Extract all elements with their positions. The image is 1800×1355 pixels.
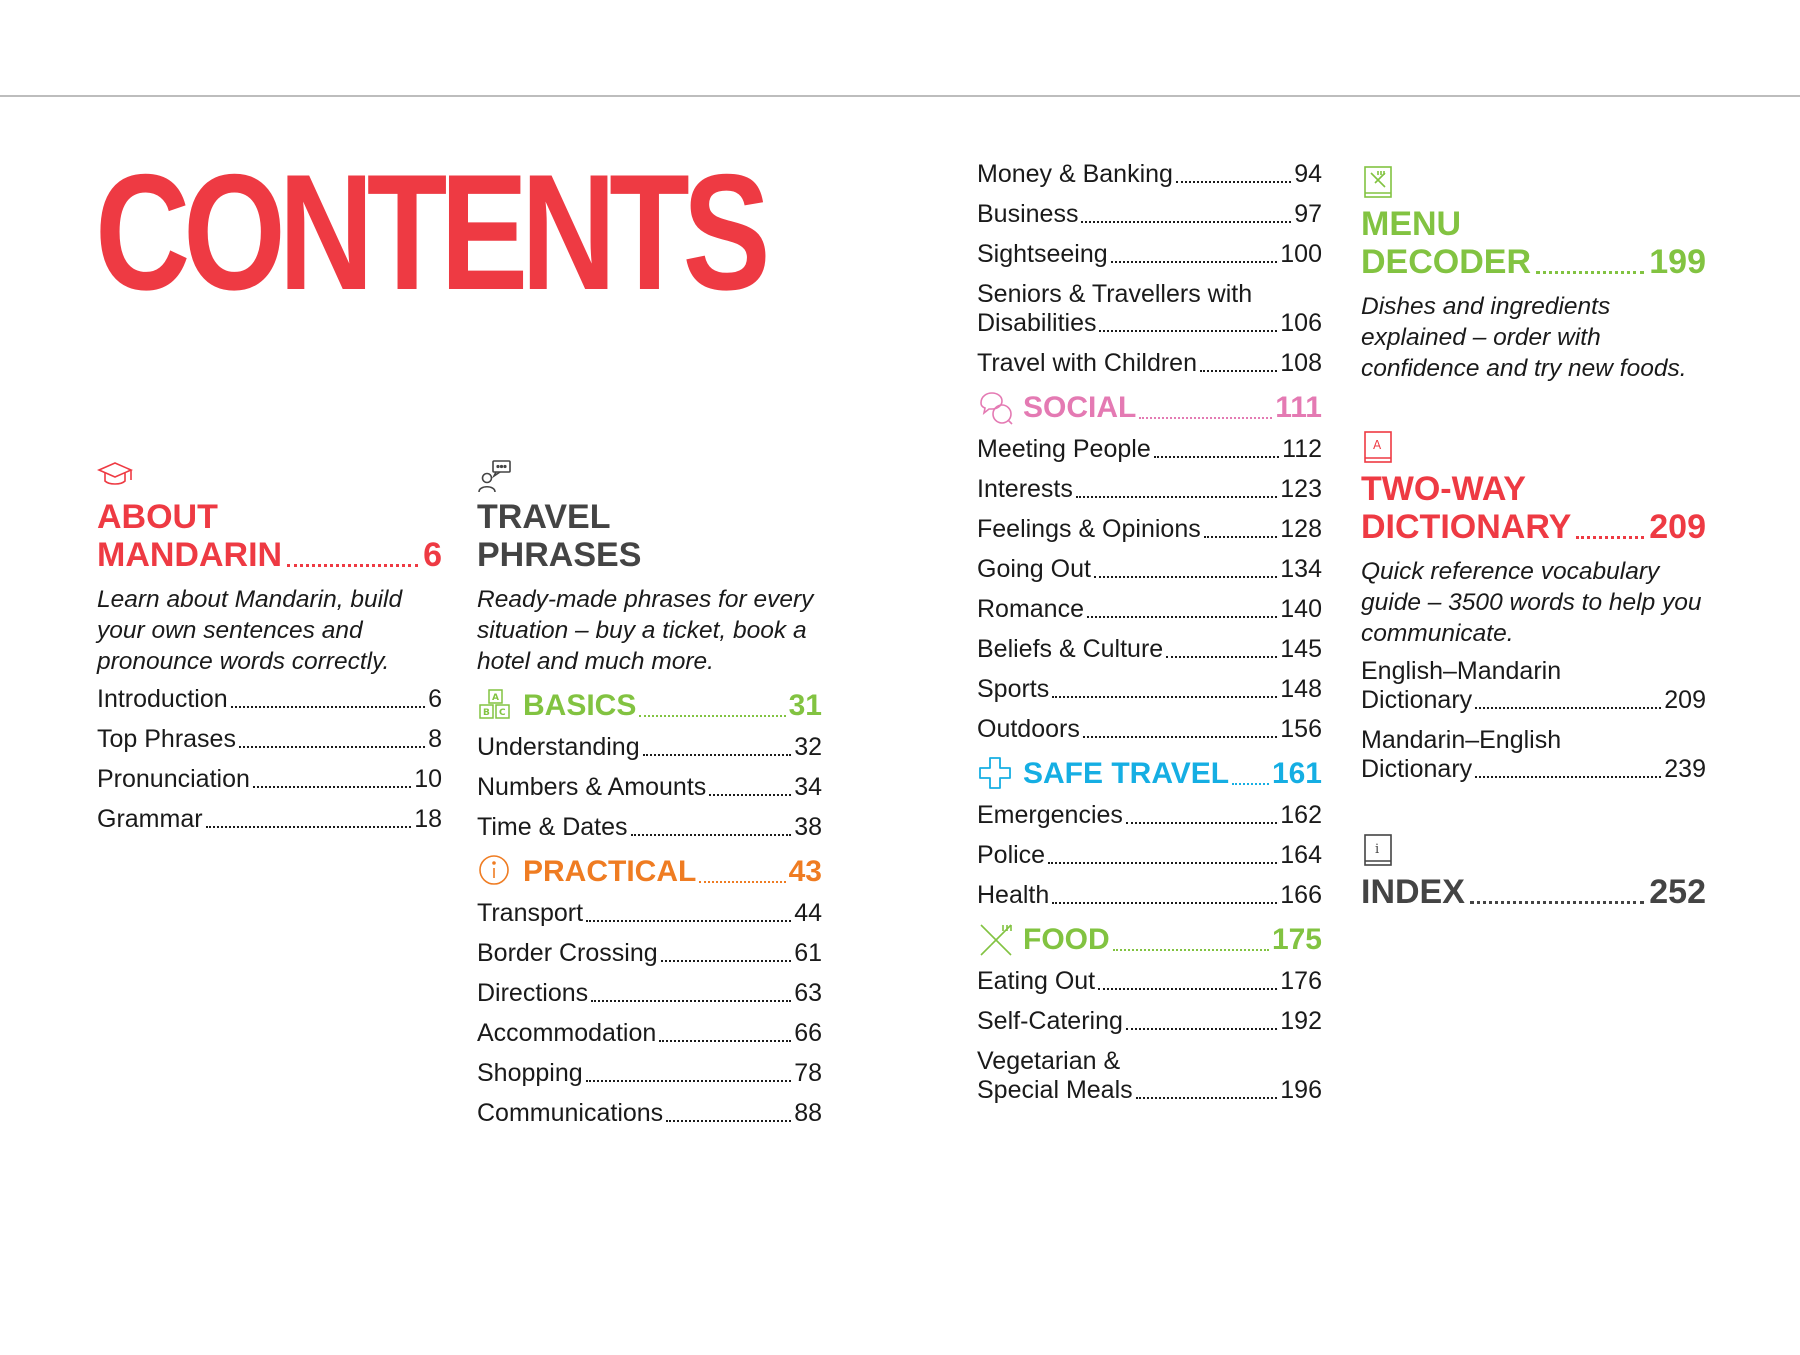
entry-page: 44 bbox=[794, 899, 822, 927]
toc-entry[interactable] bbox=[977, 515, 1322, 544]
about-page-number: 6 bbox=[423, 536, 442, 574]
basics-heading[interactable] bbox=[477, 687, 822, 725]
entry-page: 10 bbox=[414, 765, 442, 793]
leader-dots bbox=[1232, 783, 1269, 785]
entry-page: 145 bbox=[1280, 635, 1322, 663]
leader-dots bbox=[1200, 370, 1277, 372]
travel-description: Ready-made phrases for every situation – buy a ticket, book a hotel and much more. bbox=[477, 586, 814, 675]
toc-entry[interactable] bbox=[977, 1047, 1322, 1105]
leader-dots bbox=[1176, 181, 1291, 183]
entry-page: 162 bbox=[1280, 801, 1322, 829]
toc-entry[interactable] bbox=[477, 733, 822, 762]
entry-page: 166 bbox=[1280, 881, 1322, 909]
leader-dots bbox=[643, 754, 792, 756]
entry-page: 66 bbox=[794, 1019, 822, 1047]
leader-dots bbox=[1126, 1028, 1277, 1030]
index-page-number: 252 bbox=[1649, 873, 1706, 911]
toc-entry[interactable] bbox=[477, 1019, 822, 1048]
entry-label: Understanding bbox=[477, 733, 640, 761]
entry-label: Police bbox=[977, 841, 1046, 869]
entry-label: Shopping bbox=[477, 1059, 583, 1087]
food-label: FOOD bbox=[1023, 923, 1110, 956]
menu-heading-line2: DECODER bbox=[1361, 243, 1532, 281]
entry-label: Feelings & Opinions bbox=[977, 515, 1201, 543]
entry-label: Disabilities bbox=[977, 309, 1097, 337]
leader-dots bbox=[253, 786, 411, 788]
leader-dots bbox=[231, 706, 425, 708]
entry-page: 176 bbox=[1280, 967, 1322, 995]
toc-entry[interactable] bbox=[97, 765, 442, 794]
entry-page: 100 bbox=[1280, 240, 1322, 268]
entry-label: Accommodation bbox=[477, 1019, 657, 1047]
leader-dots bbox=[661, 960, 792, 962]
leader-dots bbox=[1099, 330, 1277, 332]
leader-dots bbox=[631, 834, 792, 836]
toc-entry[interactable] bbox=[977, 160, 1322, 189]
entry-page: 63 bbox=[794, 979, 822, 1007]
leader-dots bbox=[239, 746, 425, 748]
entry-page: 34 bbox=[794, 773, 822, 801]
leader-dots bbox=[1139, 417, 1272, 419]
basics-entries bbox=[477, 733, 822, 842]
entry-page: 123 bbox=[1280, 475, 1322, 503]
travel-heading-line2: PHRASES bbox=[477, 536, 642, 574]
graduation-cap-icon bbox=[97, 458, 133, 494]
menu-description: Dishes and ingredients explained – order with confidence and try new foods. bbox=[1361, 293, 1687, 382]
leader-dots bbox=[1470, 901, 1644, 904]
toc-entry[interactable] bbox=[477, 813, 822, 842]
basics-page: 31 bbox=[788, 689, 822, 722]
toc-entry[interactable] bbox=[977, 801, 1322, 830]
leader-dots bbox=[659, 1040, 791, 1042]
leader-dots bbox=[1136, 1097, 1278, 1099]
toc-entry[interactable] bbox=[977, 240, 1322, 269]
entry-label: Border Crossing bbox=[477, 939, 658, 967]
leader-dots bbox=[1083, 736, 1277, 738]
toc-entry[interactable] bbox=[977, 635, 1322, 664]
about-entries bbox=[97, 685, 442, 834]
safe-travel-heading[interactable] bbox=[977, 755, 1322, 793]
entry-page: 88 bbox=[794, 1099, 822, 1127]
entry-label: Dictionary bbox=[1361, 686, 1473, 714]
menu-decoder-heading[interactable] bbox=[1361, 205, 1706, 281]
entry-page: 196 bbox=[1280, 1076, 1322, 1104]
entry-label: Directions bbox=[477, 979, 589, 1007]
svg-text:C: C bbox=[499, 708, 506, 718]
svg-text:B: B bbox=[483, 708, 490, 718]
menu-book-icon bbox=[1361, 165, 1397, 201]
toc-entry[interactable] bbox=[977, 349, 1322, 378]
entry-label: Business bbox=[977, 200, 1079, 228]
toc-entry[interactable] bbox=[977, 595, 1322, 624]
entry-label: Sports bbox=[977, 675, 1050, 703]
leader-dots bbox=[1576, 536, 1644, 539]
entry-page: 32 bbox=[794, 733, 822, 761]
entry-page: 140 bbox=[1280, 595, 1322, 623]
leader-dots bbox=[206, 826, 412, 828]
leader-dots bbox=[1536, 271, 1644, 274]
toc-entry[interactable] bbox=[977, 675, 1322, 704]
leader-dots bbox=[1076, 496, 1277, 498]
practical-entries bbox=[477, 899, 822, 1128]
medical-cross-icon bbox=[977, 755, 1015, 793]
leader-dots bbox=[1087, 616, 1277, 618]
entry-label: Transport bbox=[477, 899, 584, 927]
entry-label: Interests bbox=[977, 475, 1073, 503]
menu-page-number: 199 bbox=[1649, 243, 1706, 281]
about-heading-line1: ABOUT bbox=[97, 498, 218, 536]
leader-dots bbox=[591, 1000, 791, 1002]
toc-entry[interactable] bbox=[977, 200, 1322, 229]
entry-label: Special Meals bbox=[977, 1076, 1133, 1104]
toc-entry[interactable] bbox=[977, 715, 1322, 744]
leader-dots bbox=[1111, 261, 1278, 263]
svg-text:A: A bbox=[492, 693, 499, 703]
travel-phrases-section bbox=[477, 458, 822, 1139]
entry-page: 128 bbox=[1280, 515, 1322, 543]
entry-page: 18 bbox=[414, 805, 442, 833]
toc-entry[interactable] bbox=[977, 881, 1322, 910]
travel-heading[interactable] bbox=[477, 498, 822, 574]
entry-page: 61 bbox=[794, 939, 822, 967]
entry-label: Outdoors bbox=[977, 715, 1080, 743]
travel-heading-line1: TRAVEL bbox=[477, 498, 611, 536]
dictionary-heading[interactable] bbox=[1361, 470, 1706, 546]
entry-page: 112 bbox=[1282, 435, 1322, 463]
toc-entry[interactable] bbox=[477, 1059, 822, 1088]
practical-page: 43 bbox=[788, 855, 822, 888]
social-entries bbox=[977, 435, 1322, 744]
toc-entry[interactable] bbox=[477, 899, 822, 928]
leader-dots bbox=[1166, 656, 1277, 658]
toc-entry[interactable] bbox=[977, 435, 1322, 464]
leader-dots bbox=[1052, 696, 1277, 698]
dictionary-description: Quick reference vocabulary guide – 3500 words to help you communicate. bbox=[1361, 558, 1702, 647]
entry-page: 78 bbox=[794, 1059, 822, 1087]
leader-dots bbox=[1094, 576, 1277, 578]
entry-page: 209 bbox=[1664, 686, 1706, 714]
leader-dots bbox=[639, 715, 785, 717]
abc-blocks-icon bbox=[477, 687, 515, 725]
page-title: CONTENTS bbox=[95, 140, 764, 324]
svg-text:i: i bbox=[1375, 842, 1380, 857]
leader-dots bbox=[1081, 221, 1291, 223]
menu-heading-line1: MENU bbox=[1361, 205, 1462, 243]
toc-entry[interactable] bbox=[1361, 657, 1706, 715]
about-heading[interactable] bbox=[97, 498, 442, 574]
entry-label-line1: Seniors & Travellers with bbox=[977, 280, 1253, 308]
leader-dots bbox=[1475, 707, 1661, 709]
entry-page: 239 bbox=[1664, 755, 1706, 783]
dictionary-heading-line2: DICTIONARY bbox=[1361, 508, 1572, 546]
toc-entry[interactable] bbox=[977, 475, 1322, 504]
entry-label-line1: English–Mandarin bbox=[1361, 657, 1562, 685]
toc-entry[interactable] bbox=[977, 841, 1322, 870]
practical-heading[interactable] bbox=[477, 853, 822, 891]
entry-page: 94 bbox=[1294, 160, 1322, 188]
entry-label-line1: Mandarin–English bbox=[1361, 726, 1562, 754]
entry-page: 192 bbox=[1280, 1007, 1322, 1035]
leader-dots bbox=[1475, 776, 1661, 778]
entry-page: 108 bbox=[1280, 349, 1322, 377]
entry-label-line1: Vegetarian & bbox=[977, 1047, 1121, 1075]
food-entries bbox=[977, 967, 1322, 1105]
entry-label: Numbers & Amounts bbox=[477, 773, 707, 801]
food-heading[interactable] bbox=[977, 921, 1322, 959]
toc-entry[interactable] bbox=[977, 555, 1322, 584]
leader-dots bbox=[666, 1120, 791, 1122]
entry-label: Time & Dates bbox=[477, 813, 628, 841]
entry-label: Romance bbox=[977, 595, 1084, 623]
dictionary-page-number: 209 bbox=[1649, 508, 1706, 546]
toc-entry[interactable] bbox=[977, 967, 1322, 996]
entry-label: Sightseeing bbox=[977, 240, 1108, 268]
reference-column bbox=[1361, 165, 1706, 911]
practical-entries-continued bbox=[977, 160, 1322, 378]
toc-entry[interactable] bbox=[477, 773, 822, 802]
toc-entry[interactable] bbox=[977, 280, 1322, 338]
about-description: Learn about Mandarin, build your own sentences and pronounce words correctly. bbox=[97, 586, 403, 675]
leader-dots bbox=[1098, 988, 1277, 990]
leader-dots bbox=[699, 881, 785, 883]
about-mandarin-section bbox=[97, 458, 442, 845]
entry-label: Health bbox=[977, 881, 1050, 909]
leader-dots bbox=[1048, 862, 1277, 864]
leader-dots bbox=[1154, 456, 1279, 458]
dictionary-entries bbox=[1361, 657, 1706, 784]
social-page: 111 bbox=[1275, 391, 1322, 424]
entry-label: Emergencies bbox=[977, 801, 1123, 829]
entry-label: Money & Banking bbox=[977, 160, 1173, 188]
index-label: INDEX bbox=[1361, 873, 1465, 911]
social-label: SOCIAL bbox=[1023, 391, 1137, 424]
practical-label: PRACTICAL bbox=[523, 855, 697, 888]
leader-dots bbox=[1204, 536, 1278, 538]
speech-bubbles-icon bbox=[977, 389, 1015, 427]
about-heading-line2: MANDARIN bbox=[97, 536, 283, 574]
conversation-icon bbox=[477, 458, 513, 494]
entry-label: Grammar bbox=[97, 805, 203, 833]
top-rule bbox=[0, 95, 1800, 97]
entry-page: 134 bbox=[1280, 555, 1322, 583]
entry-page: 6 bbox=[428, 685, 442, 713]
entry-label: Introduction bbox=[97, 685, 228, 713]
entry-page: 148 bbox=[1280, 675, 1322, 703]
toc-entry[interactable] bbox=[97, 805, 442, 834]
leader-dots bbox=[1052, 902, 1277, 904]
toc-entry[interactable] bbox=[97, 685, 442, 714]
svg-text:A: A bbox=[1373, 438, 1382, 452]
entry-label: Dictionary bbox=[1361, 755, 1473, 783]
social-heading[interactable] bbox=[977, 389, 1322, 427]
entry-page: 106 bbox=[1280, 309, 1322, 337]
leader-dots bbox=[287, 564, 418, 567]
entry-label: Self-Catering bbox=[977, 1007, 1123, 1035]
entry-label: Top Phrases bbox=[97, 725, 236, 753]
entry-page: 38 bbox=[794, 813, 822, 841]
toc-entry[interactable] bbox=[477, 939, 822, 968]
fork-knife-icon bbox=[977, 921, 1015, 959]
entry-page: 97 bbox=[1294, 200, 1322, 228]
dictionary-icon bbox=[1361, 430, 1397, 466]
entry-label: Communications bbox=[477, 1099, 664, 1127]
toc-entry[interactable] bbox=[1361, 726, 1706, 784]
entry-label: Travel with Children bbox=[977, 349, 1197, 377]
travel-phrases-continued bbox=[977, 160, 1322, 1116]
safe-travel-page: 161 bbox=[1271, 757, 1322, 790]
toc-entry[interactable] bbox=[977, 1007, 1322, 1036]
toc-entry[interactable] bbox=[477, 979, 822, 1008]
entry-label: Beliefs & Culture bbox=[977, 635, 1164, 663]
leader-dots bbox=[586, 920, 791, 922]
dictionary-heading-line1: TWO-WAY bbox=[1361, 470, 1526, 508]
leader-dots bbox=[1126, 822, 1277, 824]
toc-entry[interactable] bbox=[477, 1099, 822, 1128]
index-heading[interactable] bbox=[1361, 873, 1706, 911]
info-book-icon bbox=[1361, 833, 1397, 869]
safe-travel-label: SAFE TRAVEL bbox=[1023, 757, 1230, 790]
leader-dots bbox=[586, 1080, 792, 1082]
toc-entry[interactable] bbox=[97, 725, 442, 754]
leader-dots bbox=[709, 794, 791, 796]
leader-dots bbox=[1113, 949, 1269, 951]
entry-label: Eating Out bbox=[977, 967, 1096, 995]
entry-label: Meeting People bbox=[977, 435, 1151, 463]
food-page: 175 bbox=[1271, 923, 1322, 956]
safe-travel-entries bbox=[977, 801, 1322, 910]
entry-label: Pronunciation bbox=[97, 765, 250, 793]
basics-label: BASICS bbox=[523, 689, 637, 722]
entry-page: 164 bbox=[1280, 841, 1322, 869]
entry-page: 156 bbox=[1280, 715, 1322, 743]
entry-page: 8 bbox=[428, 725, 442, 753]
entry-label: Going Out bbox=[977, 555, 1091, 583]
info-icon bbox=[477, 853, 515, 891]
